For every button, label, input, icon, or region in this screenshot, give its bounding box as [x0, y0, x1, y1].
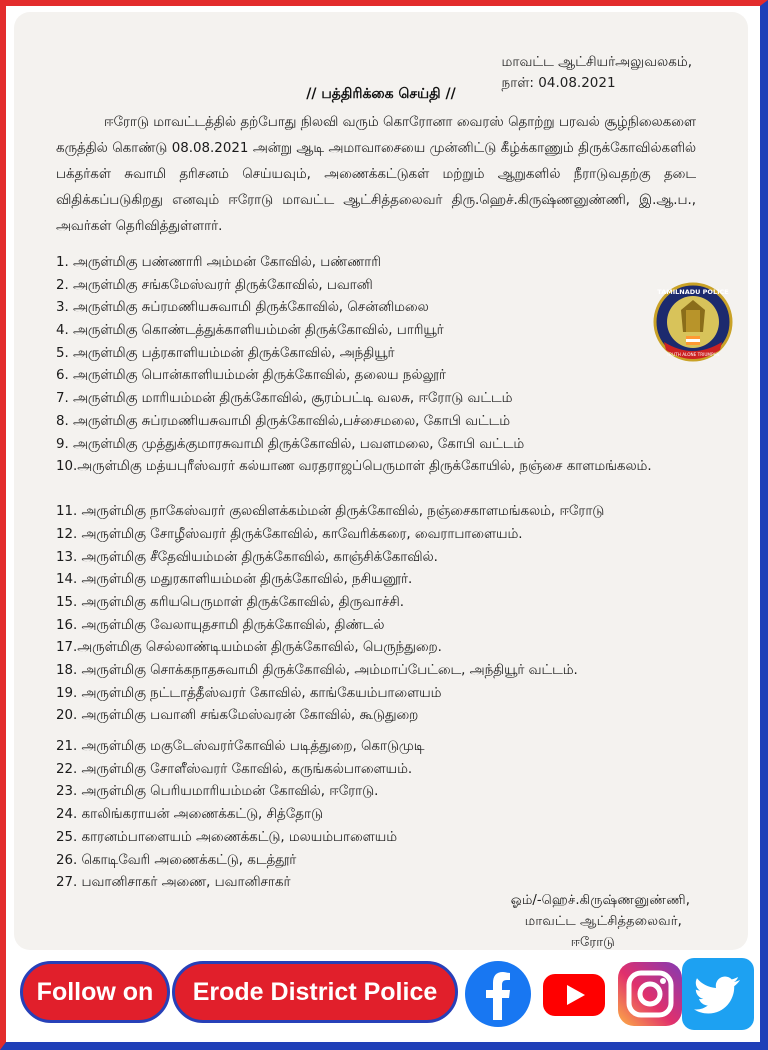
signatory-place: ஈரோடு [570, 935, 615, 950]
follow-on-text: Follow on [36, 978, 154, 1006]
list-item: 12. அருள்மிகு சோழீஸ்வரர் திருக்கோவில், காவேரிக்கரை, வைராபாளையம். [56, 526, 523, 542]
list-item: 23. அருள்மிகு பெரியமாரியம்மன் கோவில், ஈரோடு. [56, 784, 379, 800]
list-item: 18. அருள்மிகு சொக்கநாதசுவாமி திருக்கோவில், அம்மாப்பேட்டை, அந்தியூர் வட்டம். [56, 663, 578, 678]
list-item: 2. அருள்மிகு சங்கமேஸ்வரர் திருக்கோவில், பவானி [56, 277, 373, 293]
temple-list [56, 252, 716, 895]
list-item: 6. அருள்மிகு பொன்காளியம்மன் திருக்கோவில், தலைய நல்லூர் [56, 368, 446, 384]
tamilnadu-police-seal-icon [650, 280, 736, 376]
list-item: 17.அருள்மிகு செல்லாண்டியம்மன் திருக்கோவில், பெருந்துறை. [56, 640, 442, 656]
list-item: 5. அருள்மிகு பத்ரகாளியம்மன் திருக்கோவில், அந்தியூர் [56, 345, 395, 361]
page-name-text: Erode District Police [192, 978, 438, 1006]
office-name: மாவட்ட ஆட்சியர்அலுவலகம், [501, 54, 692, 70]
list-item: 11. அருள்மிகு நாகேஸ்வரர் குலவிளக்கம்மன் திருக்கோவில், நஞ்சைகாளமங்கலம், ஈரோடு [56, 504, 605, 520]
list-item: 15. அருள்மிகு கரியபெருமாள் திருக்கோவில், திருவாச்சி. [56, 594, 405, 610]
signatory-name: ஓம்/-ஹெச்.கிருஷ்ணனுண்ணி, [510, 893, 690, 908]
list-item: 3. அருள்மிகு சுப்ரமணியசுவாமி திருக்கோவில், சென்னிமலை [56, 300, 429, 316]
list-item: 16. அருள்மிகு வேலாயுதசாமி திருக்கோவில், திண்டல் [56, 617, 385, 633]
seal-text: TAMILNADU POLICE [657, 288, 729, 296]
list-item: 26. கொடிவேரி அணைக்கட்டு, கடத்தூர் [56, 852, 297, 868]
list-item: 21. அருள்மிகு மகுடேஸ்வரர்கோவில் படித்துறை, கொடுமுடி [56, 739, 425, 755]
signature-block [511, 890, 690, 950]
signatory-title: மாவட்ட ஆட்சித்தலைவர், [524, 914, 682, 929]
youtube-icon[interactable] [538, 958, 610, 1030]
list-item: 8. அருள்மிகு சுப்ரமணியசுவாமி திருக்கோவில்,பச்சைமலை, கோபி வட்டம் [56, 413, 511, 429]
instagram-icon[interactable] [614, 958, 686, 1030]
follow-on-label [20, 961, 170, 1023]
list-item: 4. அருள்மிகு கொண்டத்துக்காளியம்மன் திருக்கோவில், பாரியூர் [56, 323, 444, 339]
release-date: நாள்: 04.08.2021 [501, 75, 616, 91]
press-release-document [14, 12, 748, 950]
list-item: 19. அருள்மிகு நட்டாத்தீஸ்வரர் கோவில், காங்கேயம்பாளையம் [56, 685, 442, 701]
list-item: 1. அருள்மிகு பண்ணாரி அம்மன் கோவில், பண்ணாரி [56, 255, 381, 270]
list-item: 24. காலிங்கராயன் அணைக்கட்டு, சித்தோடு [56, 807, 323, 823]
intro-paragraph: ஈரோடு மாவட்டத்தில் தற்போது நிலவி வரும் கொரோனா வைரஸ் தொற்று பரவல் சூழ்நிலைகளை கருத்தில் கொண்டு 08.08.2021 அன்று ஆடி அமாவாசையை முன்னிட்டு கீழ்க்காணும் திருக்கோவில்களில் பக்தர்கள் சுவாமி தரிசனம் செய்யவும், அணைக்கட்டுகள் மற்றும் ஆறுகளில் நீராடுவதற்கு தடை விதிக்கப்படுகிறது எனவும் ஈரோடு மாவட்ட ஆட்சித்தலைவர் திரு.ஹெச்.கிருஷ்ணனுண்ணி, இ.ஆ.ப., அவர்கள் தெரிவித்துள்ளார். [56, 115, 696, 234]
list-item: 25. காரனம்பாளையம் அணைக்கட்டு, மலயம்பாளையம் [56, 829, 397, 845]
social-footer [14, 952, 754, 1036]
list-item: 10.அருள்மிகு மத்யபுரீஸ்வரர் கல்யாண வரதராஜப்பெருமாள் திருக்கோயில், நஞ்சை காளமங்கலம். [56, 459, 652, 475]
seal-banner-text: TRUTH ALONE TRIUMPHS [666, 352, 720, 357]
list-item: 9. அருள்மிகு முத்துக்குமாரசுவாமி திருக்கோவில், பவளமலை, கோபி வட்டம் [56, 436, 525, 452]
facebook-icon[interactable] [462, 958, 534, 1030]
list-item: 20. அருள்மிகு பவானி சங்கமேஸ்வரன் கோவில், கூடுதுறை [56, 708, 419, 724]
document-title: // பத்திரிக்கை செய்தி // [306, 86, 456, 102]
list-item: 14. அருள்மிகு மதுரகாளியம்மன் திருக்கோவில், நசியனூர். [56, 572, 413, 588]
list-item: 22. அருள்மிகு சோளீஸ்வரர் கோவில், கருங்கல்பாளையம். [56, 761, 413, 777]
list-item: 13. அருள்மிகு சீதேவியம்மன் திருக்கோவில், காஞ்சிக்கோவில். [56, 549, 438, 565]
page-name-button[interactable] [172, 961, 458, 1023]
list-item: 27. பவானிசாகர் அணை, பவானிசாகர் [56, 875, 291, 891]
twitter-icon[interactable] [682, 958, 754, 1030]
list-item: 7. அருள்மிகு மாரியம்மன் திருக்கோவில், சூரம்பட்டி வலசு, ஈரோடு வட்டம் [56, 391, 513, 407]
